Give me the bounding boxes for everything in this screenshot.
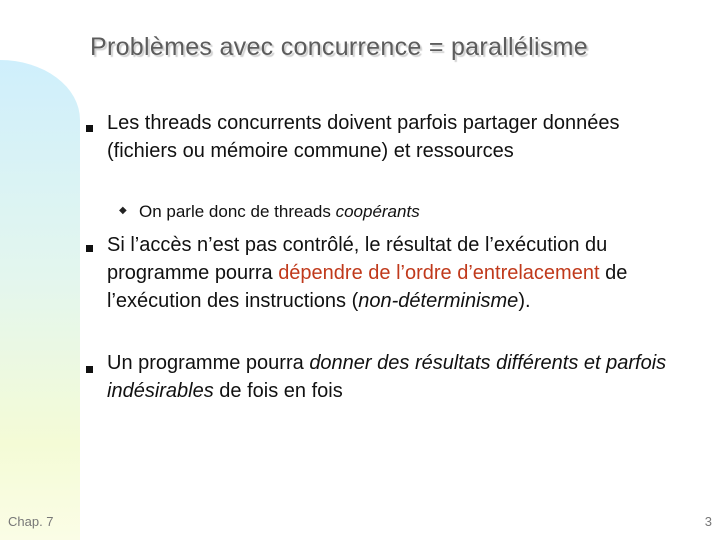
- bullet-2-highlight: dépendre de l’ordre d’entrelacement: [278, 262, 600, 284]
- sub-bullet-text: [139, 201, 679, 223]
- bullet-2-part-3: ).: [518, 290, 531, 312]
- sub-bullet-prefix: On parle donc de threads: [139, 202, 336, 221]
- bullet-2-text: [107, 231, 677, 315]
- bullet-2-part-2: de l’exécution des instructions (: [107, 262, 628, 312]
- bullet-3-italic: donner des résultats différents et parfois indésirables: [107, 352, 667, 402]
- bullet-square-icon: [86, 125, 93, 132]
- bullet-1-text: Les threads concurrents doivent parfois partager données (fichiers ou mémoire commune) et ressources: [107, 112, 620, 162]
- bullet-2-part-1: Si l’accès n’est pas contrôlé, le résultat de l’exécution du programme pourra: [107, 234, 608, 284]
- bullet-3-text: [107, 349, 677, 405]
- sub-bullet-italic: coopérants: [335, 202, 420, 221]
- slide-title: Problèmes avec concurrence = parallélisme: [90, 33, 588, 61]
- footer-chapter: Chap. 7: [8, 514, 54, 529]
- bullet-square-icon: [86, 245, 93, 252]
- footer-page-number: 3: [704, 514, 712, 529]
- bullet-3-part-1: Un programme pourra: [107, 352, 310, 374]
- sub-bullet-diamond-icon: ◆: [119, 205, 127, 216]
- bullet-3-part-2: de fois en fois: [213, 380, 343, 402]
- bullet-square-icon: [86, 366, 93, 373]
- decorative-side-band: [0, 60, 80, 540]
- bullet-2-italic: non-déterminisme: [358, 290, 519, 312]
